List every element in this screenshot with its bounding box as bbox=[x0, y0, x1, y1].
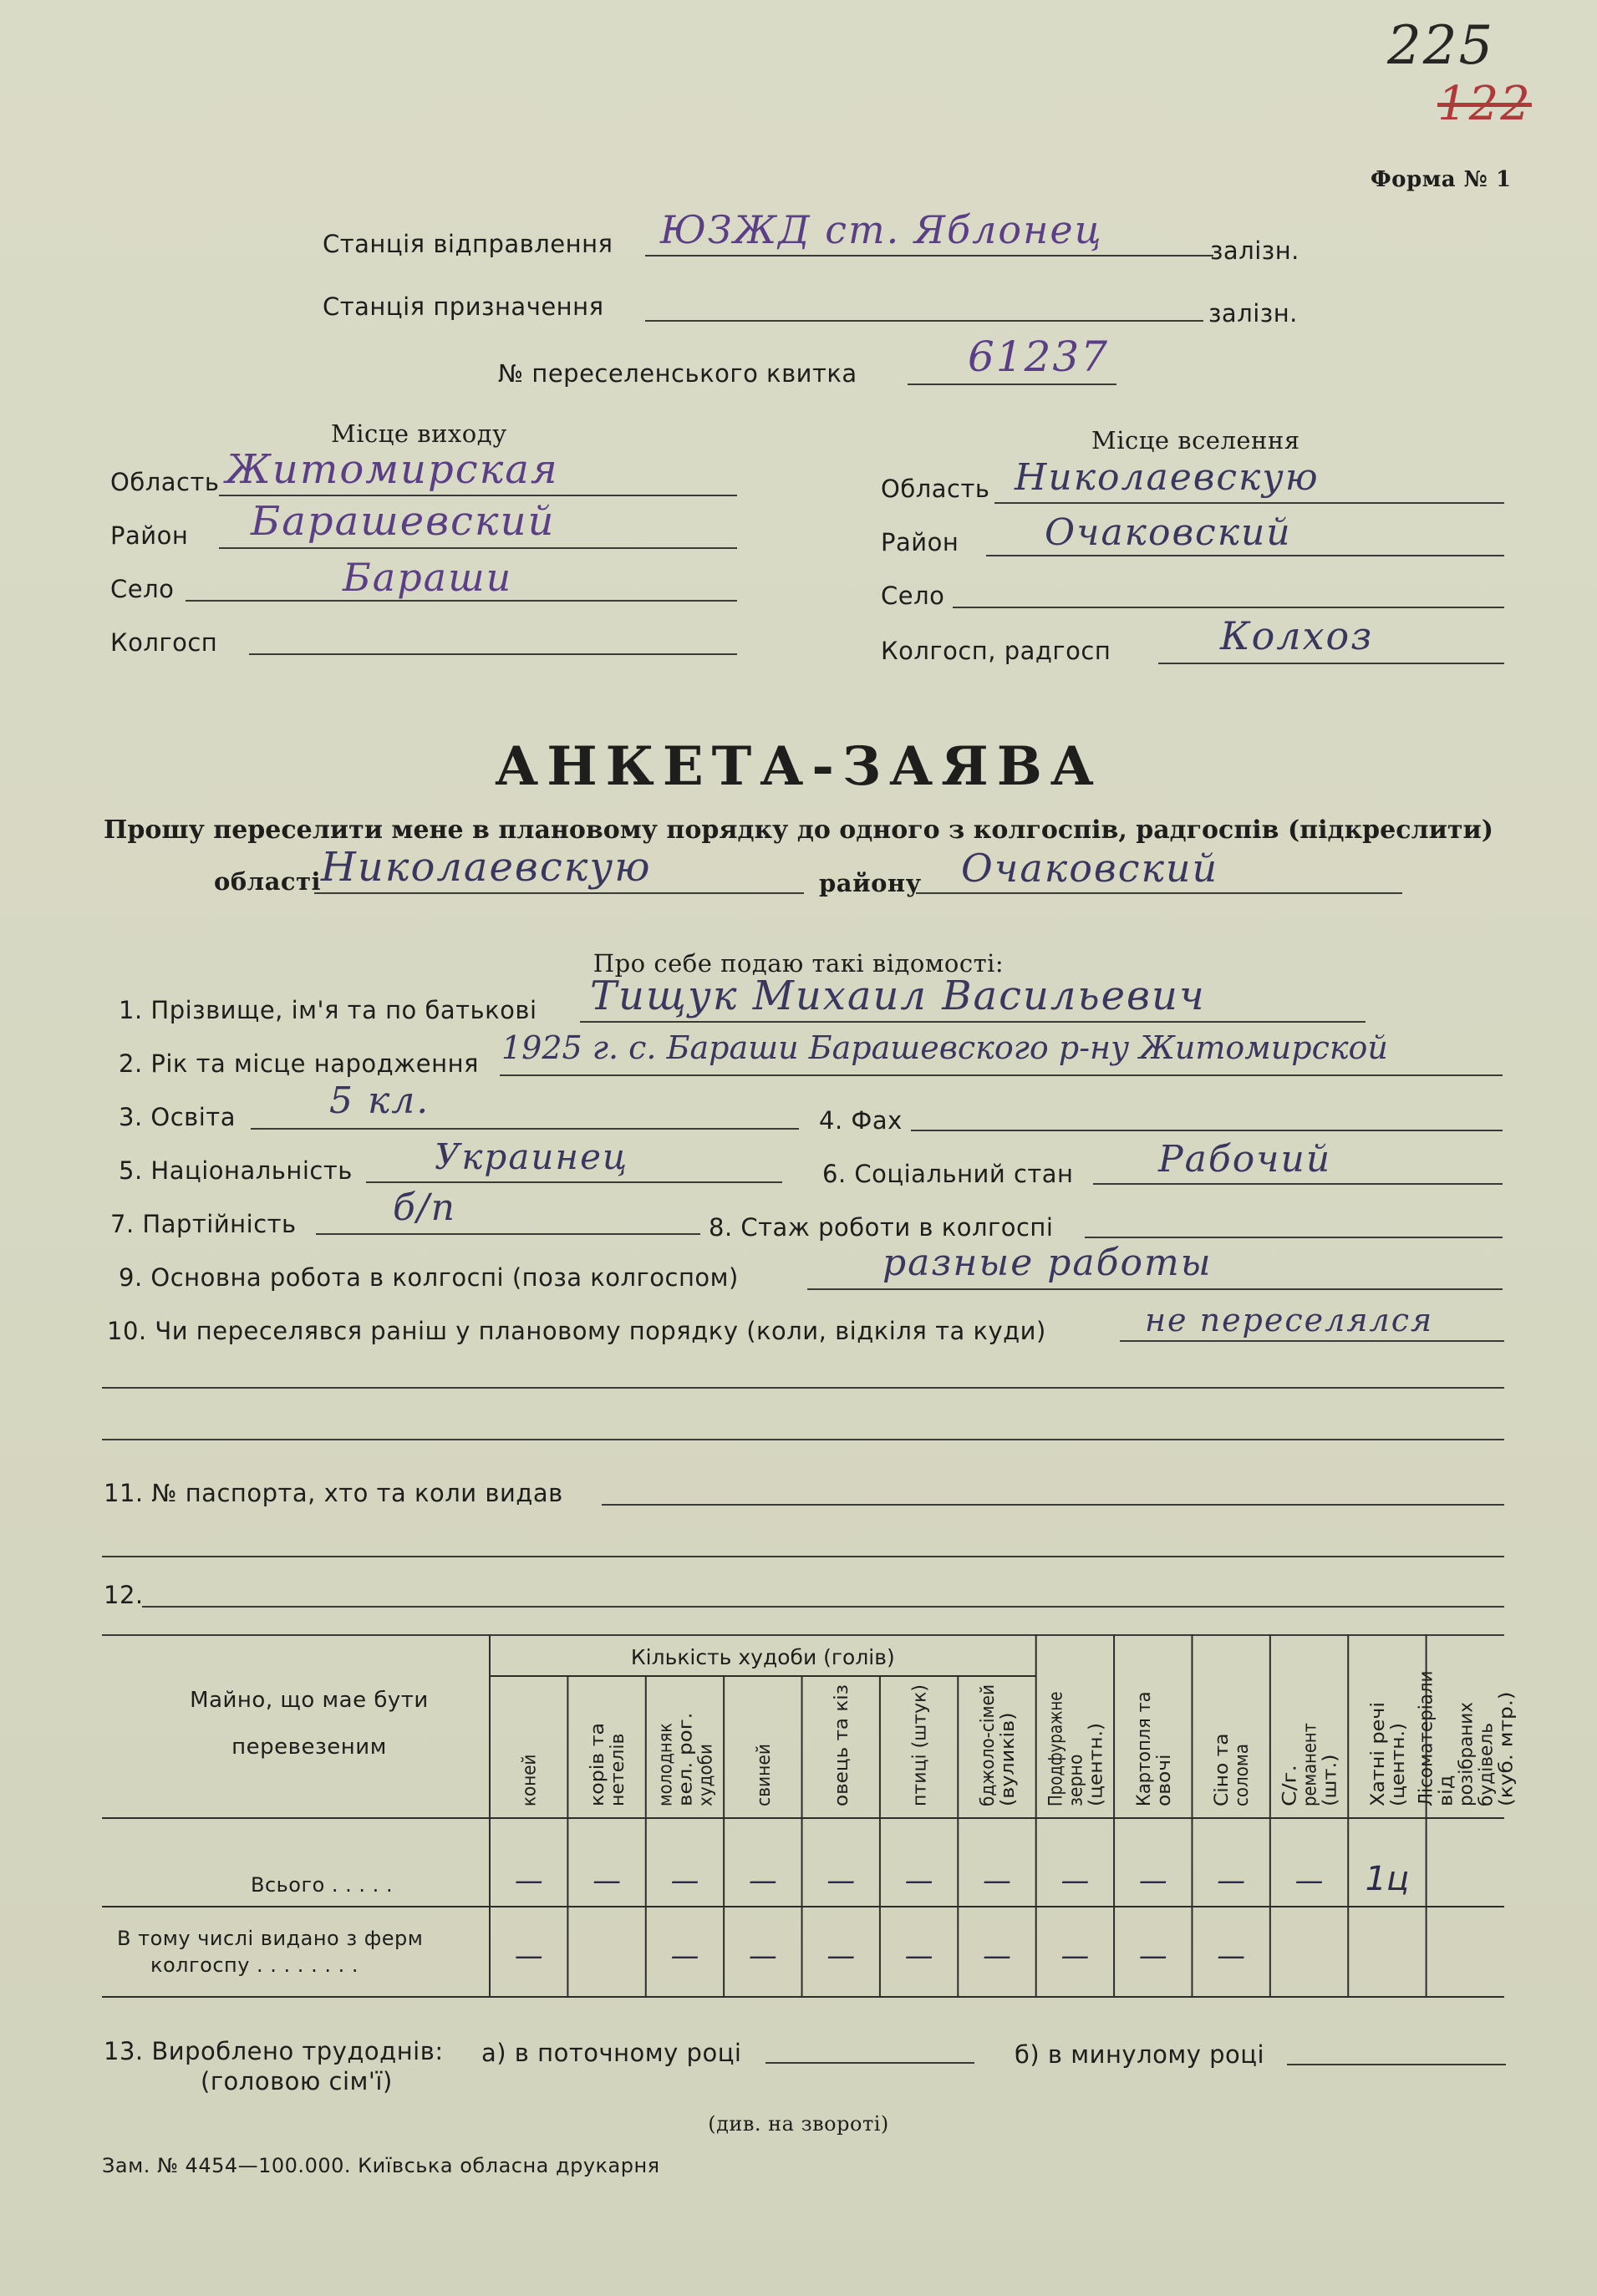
column-header-text: овочі bbox=[1153, 1757, 1175, 1806]
column-header bbox=[1416, 1667, 1518, 1807]
field-1-label: 1. Прізвище, ім'я та по батькові bbox=[119, 996, 537, 1024]
field-5-value: Украинец bbox=[435, 1136, 629, 1177]
request-raion-value: Очаковский bbox=[961, 846, 1219, 891]
request-oblast-label: області bbox=[214, 867, 322, 896]
row-total-value: — bbox=[1217, 1864, 1246, 1897]
field-9-value: разные работы bbox=[882, 1242, 1213, 1284]
crossed-page-number: 122 bbox=[1437, 77, 1532, 131]
row-farm-value: — bbox=[826, 1939, 856, 1973]
workdays-label-1: 13. Вироблено трудоднів: bbox=[104, 2037, 444, 2065]
field-3-label: 3. Освіта bbox=[119, 1103, 236, 1131]
column-header-text: (вуликів) bbox=[998, 1719, 1019, 1806]
field-4-label: 4. Фах bbox=[819, 1106, 903, 1135]
column-header bbox=[753, 1738, 775, 1806]
field-7-label: 7. Партійність bbox=[110, 1210, 297, 1238]
field-6-value: Рабочий bbox=[1158, 1138, 1332, 1181]
origin-kolgosp-label: Колгосп bbox=[110, 628, 218, 657]
column-header-text: овець та кіз bbox=[832, 1689, 853, 1806]
origin-selo-value: Бараши bbox=[343, 555, 513, 600]
row-farm-value: — bbox=[1138, 1939, 1167, 1973]
destination-suffix: залізн. bbox=[1208, 299, 1298, 328]
row-total-value: — bbox=[826, 1864, 856, 1897]
destination-raion-label: Район bbox=[881, 528, 959, 556]
row-total-value: — bbox=[904, 1864, 933, 1897]
departure-suffix: залізн. bbox=[1210, 236, 1299, 265]
column-header-text: нетелів bbox=[608, 1733, 629, 1806]
field-10-value: не переселялся bbox=[1145, 1302, 1434, 1338]
column-header-text: розібраних bbox=[1456, 1699, 1477, 1806]
column-header-text: вел. рог. bbox=[675, 1722, 697, 1806]
row-total-label: Всього . . . . . bbox=[251, 1873, 394, 1897]
field-8-label: 8. Стаж роботи в колгоспі bbox=[709, 1213, 1054, 1242]
field-2-label: 2. Рік та місце народження bbox=[119, 1049, 479, 1078]
column-header-text: Картопля та bbox=[1133, 1685, 1155, 1806]
form-number: Форма № 1 bbox=[1371, 167, 1512, 192]
origin-raion-value: Барашевский bbox=[251, 498, 556, 545]
request-oblast-value: Николаевскую bbox=[321, 844, 652, 891]
destination-kolgosp-label: Колгосп, радгосп bbox=[881, 637, 1111, 665]
archive-page-number: 225 bbox=[1387, 15, 1495, 77]
form-title: АНКЕТА-ЗАЯВА bbox=[495, 735, 1102, 798]
row-total-value: — bbox=[1060, 1864, 1090, 1897]
column-header-text: від bbox=[1436, 1777, 1457, 1806]
livestock-group-header: Кількість худоби (голів) bbox=[630, 1645, 895, 1669]
row-total-value: — bbox=[1294, 1864, 1324, 1897]
row-farm-value: — bbox=[670, 1939, 699, 1973]
origin-oblast-value: Житомирская bbox=[226, 446, 559, 493]
destination-oblast-label: Область bbox=[881, 475, 990, 503]
row-total-value: 1ц bbox=[1365, 1860, 1410, 1898]
property-label-1: Майно, що мае бути bbox=[190, 1688, 429, 1713]
workdays-a-label: а) в поточному році bbox=[481, 2039, 742, 2067]
row-farm-value: — bbox=[983, 1939, 1011, 1973]
footer-note: (див. на звороті) bbox=[708, 2112, 889, 2136]
column-header-text: (центн.) bbox=[1086, 1727, 1107, 1806]
field-6-label: 6. Соціальний стан bbox=[822, 1160, 1074, 1188]
column-header bbox=[1133, 1685, 1175, 1807]
column-header bbox=[978, 1672, 1019, 1806]
column-header-text: Продфуражне bbox=[1045, 1667, 1067, 1806]
column-header-text: С/г. bbox=[1279, 1771, 1301, 1806]
destination-oblast-value: Николаевскую bbox=[1015, 456, 1320, 499]
row-farm-value: — bbox=[1217, 1939, 1246, 1973]
destination-station-label: Станція призначення bbox=[323, 292, 604, 321]
row-total-value: — bbox=[1138, 1864, 1167, 1897]
property-label-2: перевезеним bbox=[231, 1735, 387, 1760]
origin-heading: Місце виходу bbox=[331, 419, 507, 448]
ticket-label: № переселенського квитка bbox=[498, 359, 857, 388]
row-farm-value: — bbox=[904, 1939, 933, 1973]
column-header bbox=[1279, 1712, 1341, 1806]
column-header-text: Лісоматеріали bbox=[1416, 1667, 1437, 1806]
field-1-value: Тищук Михаил Васильевич bbox=[590, 973, 1206, 1019]
column-header bbox=[1045, 1667, 1107, 1807]
column-header bbox=[1212, 1734, 1253, 1807]
row-total-value: — bbox=[748, 1864, 777, 1897]
column-header-text: бджоло-сімей bbox=[978, 1672, 999, 1806]
column-header-text: коней bbox=[519, 1749, 541, 1806]
row-total-value: — bbox=[514, 1864, 543, 1897]
departure-station-label: Станція відправлення bbox=[323, 230, 613, 258]
field-9-label: 9. Основна робота в колгоспі (поза колгоспом) bbox=[119, 1263, 739, 1292]
row-farm-value: — bbox=[1060, 1939, 1090, 1973]
column-header-text: Хатні речі bbox=[1367, 1709, 1389, 1806]
row-total-value: — bbox=[593, 1864, 622, 1897]
request-raion-label: району bbox=[819, 869, 922, 897]
field-2-value: 1925 г. с. Бараши Барашевского р-ну Житомирской bbox=[501, 1029, 1388, 1066]
workdays-label-2: (головою сім'ї) bbox=[201, 2067, 393, 2095]
column-header bbox=[655, 1713, 716, 1807]
column-header-text: (шт.) bbox=[1320, 1758, 1341, 1806]
field-10-label: 10. Чи переселявся раніш у плановому порядку (коли, відкіля та куди) bbox=[107, 1317, 1046, 1345]
column-header-text: солома bbox=[1232, 1736, 1254, 1806]
row-farm-value: — bbox=[514, 1939, 543, 1973]
column-header-text: зерно bbox=[1066, 1750, 1087, 1806]
destination-kolgosp-value: Колхоз bbox=[1220, 613, 1374, 658]
column-header-text: птиці (штук) bbox=[909, 1684, 931, 1806]
info-intro: Про себе подаю такі відомості: bbox=[593, 949, 1004, 978]
column-header bbox=[1368, 1702, 1409, 1806]
column-header-text: будівель bbox=[1476, 1721, 1498, 1806]
field-5-label: 5. Національність bbox=[119, 1156, 353, 1185]
origin-raion-label: Район bbox=[110, 521, 189, 550]
row-total-value: — bbox=[670, 1864, 699, 1897]
column-header bbox=[519, 1749, 541, 1807]
ticket-value: 61237 bbox=[968, 333, 1110, 381]
departure-station-value: ЮЗЖД ст. Яблонец bbox=[660, 207, 1103, 252]
row-total-value: — bbox=[983, 1864, 1011, 1897]
origin-selo-label: Село bbox=[110, 575, 175, 603]
field-7-value: б/п bbox=[393, 1186, 457, 1229]
workdays-a-line bbox=[765, 2062, 974, 2064]
workdays-b-label: б) в минулому році bbox=[1015, 2040, 1265, 2069]
row-farm-label-2: колгоспу . . . . . . . . bbox=[150, 1953, 359, 1977]
column-header-text: молодняк bbox=[655, 1711, 677, 1806]
column-header bbox=[910, 1684, 931, 1806]
printer-imprint: Зам. № 4454—100.000. Київська обласна друкарня bbox=[102, 2154, 660, 2177]
column-header bbox=[587, 1723, 628, 1806]
field-3-value: 5 кл. bbox=[329, 1079, 430, 1122]
column-header-text: реманент bbox=[1299, 1712, 1321, 1806]
column-header-text: (центн.) bbox=[1387, 1727, 1409, 1806]
field-12-label: 12. bbox=[104, 1581, 144, 1609]
origin-oblast-label: Область bbox=[110, 468, 220, 496]
column-header-text: (куб. мтр.) bbox=[1496, 1704, 1518, 1806]
workdays-b-line bbox=[1287, 2064, 1506, 2065]
column-header-text: свиней bbox=[753, 1738, 775, 1806]
request-text: Прошу переселити мене в плановому порядку до одного з колгоспів, радгоспів (підкреслити) bbox=[104, 815, 1493, 845]
destination-raion-value: Очаковский bbox=[1045, 511, 1292, 554]
row-farm-label-1: В тому числі видано з ферм bbox=[117, 1927, 424, 1950]
column-header-text: худоби bbox=[695, 1737, 717, 1806]
column-header bbox=[832, 1684, 852, 1806]
row-farm-value: — bbox=[748, 1939, 777, 1973]
column-header-text: корів та bbox=[587, 1728, 609, 1806]
column-header-text: Сіно та bbox=[1212, 1737, 1233, 1806]
destination-heading: Місце вселення bbox=[1091, 426, 1300, 455]
field-11-label: 11. № паспорта, хто та коли видав bbox=[104, 1479, 563, 1507]
destination-selo-label: Село bbox=[881, 582, 945, 610]
